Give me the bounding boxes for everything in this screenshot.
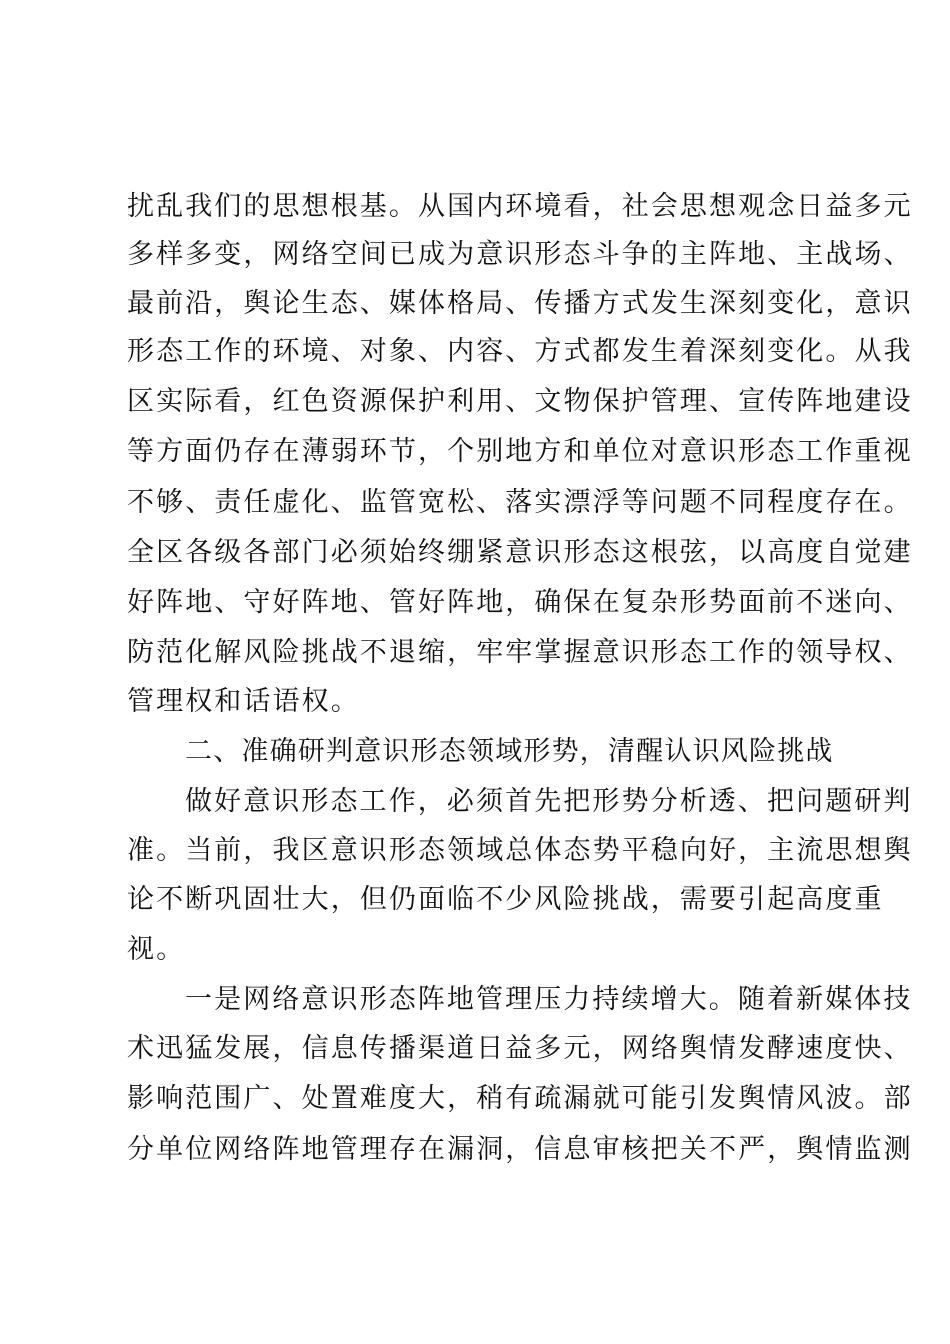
text-line: 扰乱我们的思想根基。从国内环境看，社会思想观念日益多元 — [127, 191, 913, 222]
text-line: 等方面仍存在薄弱环节，个别地方和单位对意识形态工作重视 — [127, 436, 913, 467]
text-line: 形态工作的环境、对象、内容、方式都发生着深刻变化。从我 — [127, 336, 913, 367]
text-line: 多样多变，网络空间已成为意识形态斗争的主阵地、主战场、 — [127, 239, 913, 270]
text-line: 影响范围广、处置难度大，稍有疏漏就可能引发舆情风波。部 — [127, 1083, 913, 1114]
text-line: 分单位网络阵地管理存在漏洞，信息审核把关不严，舆情监测 — [127, 1134, 913, 1165]
text-line: 防范化解风险挑战不退缩，牢牢掌握意识形态工作的领导权、 — [127, 637, 913, 668]
text-line: 区实际看，红色资源保护利用、文物保护管理、宣传阵地建设 — [127, 386, 913, 417]
text-line: 管理权和话语权。 — [127, 686, 360, 717]
text-line: 视。 — [127, 934, 186, 965]
text-line: 术迅猛发展，信息传播渠道日益多元，网络舆情发酵速度快、 — [127, 1033, 913, 1064]
text-line: 准。当前，我区意识形态领域总体态势平稳向好，主流思想舆 — [127, 835, 913, 866]
text-line: 论不断巩固壮大，但仍面临不少风险挑战，需要引起高度重 — [127, 884, 884, 915]
text-line: 不够、责任虚化、监管宽松、落实漂浮等问题不同程度存在。 — [127, 487, 913, 518]
section-heading: 二、准确研判意识形态领域形势，清醒认识风险挑战 — [185, 736, 834, 767]
text-line: 一是网络意识形态阵地管理压力持续增大。随着新媒体技 — [185, 984, 913, 1015]
text-line: 全区各级各部门必须始终绷紧意识形态这根弦，以高度自觉建 — [127, 537, 913, 568]
text-line: 好阵地、守好阵地、管好阵地，确保在复杂形势面前不迷向、 — [127, 587, 913, 618]
text-line: 最前沿，舆论生态、媒体格局、传播方式发生深刻变化，意识 — [127, 288, 913, 319]
text-line: 做好意识形态工作，必须首先把形势分析透、把问题研判 — [185, 786, 913, 817]
